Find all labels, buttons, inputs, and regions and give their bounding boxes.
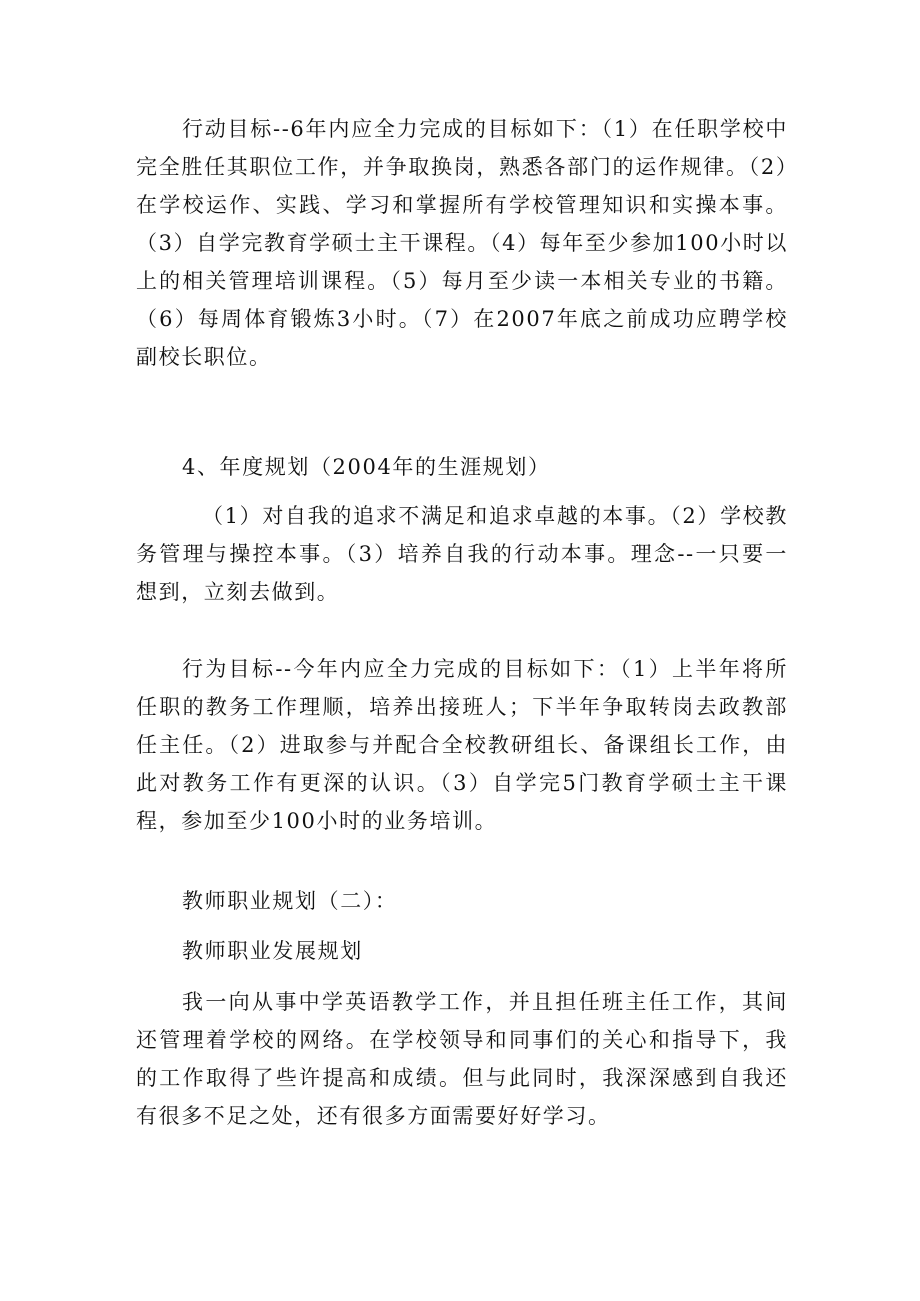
annual-abilities-paragraph: （1）对自我的追求不满足和追求卓越的本事。（2）学校教务管理与操控本事。（3）培养自我的行动本事。理念--一只要一想到，立刻去做到。 — [136, 504, 788, 604]
behavior-goals-paragraph: 行为目标--今年内应全力完成的目标如下：（1）上半年将所任职的教务工作理顺，培养出接班人；下半年争取转岗去政教部任主任。（2）进取参与并配合全校教研组长、备课组长工作，由此对教务工作有更深的认识。（3）自学完5门教育学硕士主干课程，参加至少100小时的业务培训。 — [136, 657, 788, 833]
action-goals-paragraph: 行动目标--6年内应全力完成的目标如下：（1）在任职学校中完全胜任其职位工作，并争取换岗，熟悉各部门的运作规律。（2）在学校运作、实践、学习和掌握所有学校管理知识和实操本事。（3）自学完教育学硕士主干课程。（4）每年至少参加100小时以上的相关管理培训课程。（5）每月至少读一本相关专业的书籍。（6）每周体育锻炼3小时。（7）在2007年底之前成功应聘学校副校长职位。 — [136, 117, 788, 369]
teacher-development-heading: 教师职业发展规划 — [182, 939, 363, 963]
teacher-plan-two-heading: 教师职业规划（二）： — [182, 889, 398, 913]
intro-paragraph: 我一向从事中学英语教学工作，并且担任班主任工作，其间还管理着学校的网络。在学校领导和同事们的关心和指导下，我的工作取得了些许提高和成绩。但与此同时，我深深感到自我还有很多不足之处，还有很多方面需要好好学习。 — [136, 990, 788, 1128]
annual-plan-heading: 4、年度规划（2004年的生涯规划） — [182, 455, 551, 479]
